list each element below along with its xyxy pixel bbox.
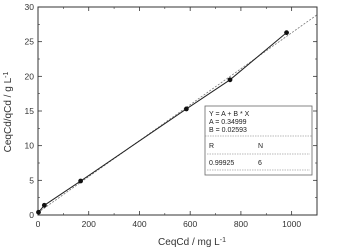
- data-point: [184, 107, 189, 112]
- x-tick-label: 400: [132, 219, 147, 229]
- y-tick-label: 10: [24, 140, 34, 151]
- x-tick-label: 600: [183, 219, 198, 229]
- data-point: [284, 30, 289, 35]
- x-axis-title: CeqCd / mg $L^{-1}$: [158, 236, 226, 248]
- y-tick-label: 15: [24, 106, 34, 116]
- y-tick-label: 20: [24, 71, 34, 82]
- y-tick-label: 30: [24, 2, 34, 12]
- fit-header-n: N: [258, 143, 264, 150]
- x-tick-label: 0: [35, 219, 41, 229]
- y-tick-label: 25: [24, 36, 34, 47]
- x-tick-label: 800: [233, 219, 249, 229]
- data-point: [78, 179, 83, 184]
- y-tick-label: 0: [29, 210, 34, 220]
- fit-header-r: R: [209, 143, 215, 150]
- fit-equation: Y = A + B * X: [209, 111, 250, 118]
- fit-param-b: B = 0.02593: [209, 127, 247, 134]
- y-tick-label: 5: [29, 175, 34, 186]
- y-axis-title: CeqCd/qCd / g $L^{-1}$: [2, 71, 14, 153]
- fit-param-a: A = 0.34999: [209, 119, 247, 126]
- x-tick-label: 1000: [282, 219, 302, 229]
- data-point: [36, 210, 41, 215]
- data-point: [228, 77, 233, 82]
- fit-value-r: 0.99925: [209, 160, 235, 167]
- fit-results-box: [205, 106, 312, 175]
- fit-value-n: 6: [258, 160, 262, 167]
- x-tick-label: 200: [81, 219, 96, 229]
- data-point: [42, 203, 47, 208]
